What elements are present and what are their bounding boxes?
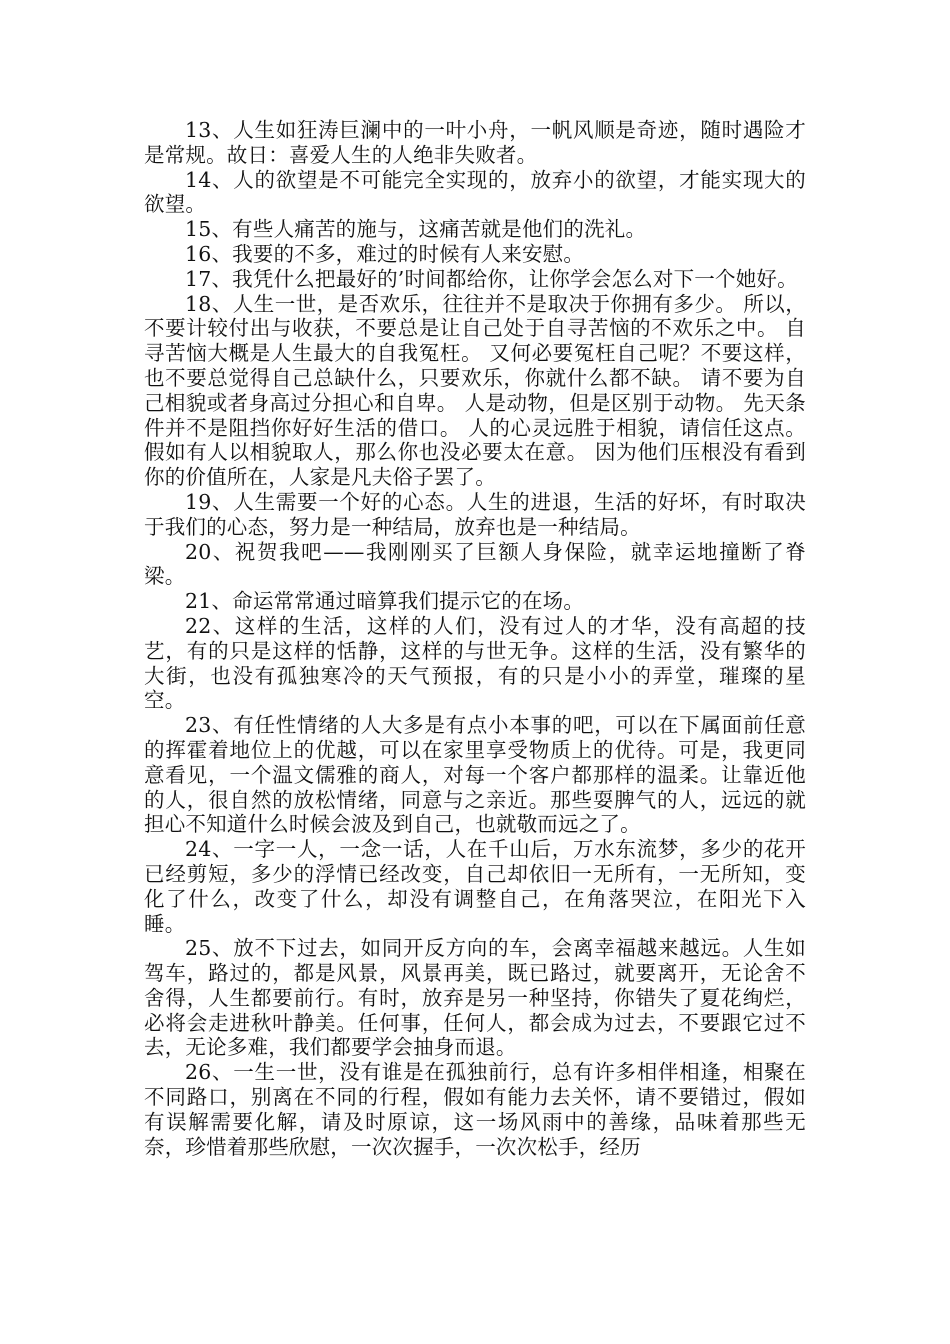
paragraph-20: 20、祝贺我吧——我刚刚买了巨额人身保险，就幸运地撞断了脊梁。 (144, 539, 806, 589)
paragraph-24: 24、一字一人，一念一话，人在千山后，万水东流梦，多少的花开已经剪短，多少的浮情已经改变，自己却依旧一无所有，一无所知，变化了什么，改变了什么，却没有调整自己，在角落哭泣，在阳光下入睡。 (144, 837, 806, 936)
paragraph-19: 19、人生需要一个好的心态。人生的进退，生活的好坏，有时取决于我们的心态，努力是一种结局，放弃也是一种结局。 (144, 489, 806, 539)
paragraph-15: 15、有些人痛苦的施与，这痛苦就是他们的洗礼。 (185, 217, 647, 242)
paragraph-26: 26、一生一世，没有谁是在孤独前行，总有许多相伴相逢，相聚在不同路口，别离在不同的行程，假如有能力去关怀，请不要错过，假如有误解需要化解，请及时原谅，这一场风雨中的善缘，品味着那些无奈，珍惜着那些欣慰，一次次握手，一次次松手，经历 (144, 1060, 806, 1159)
paragraph-23: 23、有任性情绪的人大多是有点小本事的吧，可以在下属面前任意的挥霍着地位上的优越，可以在家里享受物质上的优待。可是，我更同意看见，一个温文儒雅的商人，对每一个客户都那样的温柔。让靠近他的人，很自然的放松情绪，同意与之亲近。那些耍脾气的人，远远的就担心不知道什么时候会波及到自己，也就敬而远之了。 (144, 713, 806, 837)
paragraph-18: 18、人生一世，是否欢乐，往往并不是取决于你拥有多少。 所以，不要计较付出与收获，不要总是让自己处于自寻苦恼的不欢乐之中。 自寻苦恼大概是人生最大的自我冤枉。 又何必要冤枉自己呢？不要这样，也不要总觉得自己总缺什么，只要欢乐，你就什么都不缺。 请不要为自己相貌或者身高过分担心和自卑。 人是动物，但是区别于动物。 先天条件并不是阻挡你好好生活的借口。 人的心灵远胜于相貌，请信任这点。 假如有人以相貌取人，那么你也没必要太在意。 因为他们压根没有看到你的价值所在，人家是凡夫俗子罢了。 (144, 291, 806, 490)
paragraph-25: 25、放不下过去，如同开反方向的车，会离幸福越来越远。人生如驾车，路过的，都是风景，风景再美，既已路过，就要离开，无论舍不舍得，人生都要前行。有时，放弃是另一种坚持，你错失了夏花绚烂，必将会走进秋叶静美。任何事，任何人，都会成为过去，不要跟它过不去，无论多难，我们都要学会抽身而退。 (144, 936, 806, 1060)
paragraph-14: 14、人的欲望是不可能完全实现的，放弃小的欲望，才能实现大的欲望。 (144, 167, 806, 217)
paragraph-22: 22、这样的生活，这样的人们，没有过人的才华，没有高超的技艺，有的只是这样的恬静，这样的与世无争。这样的生活，没有繁华的大街，也没有孤独寒冷的天气预报，有的只是小小的弄堂，璀璨的星空。 (144, 613, 806, 713)
paragraph-16: 16、我要的不多，难过的时候有人来安慰。 (185, 241, 585, 266)
document-body (144, 118, 806, 1159)
paragraph-17: 17、我凭什么把最好的’时间都给你，让你学会怎么对下一个她好。 (185, 266, 798, 291)
paragraph-13: 13、人生如狂涛巨澜中的一叶小舟，一帆风顺是奇迹，随时遇险才是常规。故日：喜爱人生的人绝非失败者。 (144, 118, 806, 167)
paragraph-21: 21、命运常常通过暗算我们提示它的在场。 (185, 589, 585, 614)
